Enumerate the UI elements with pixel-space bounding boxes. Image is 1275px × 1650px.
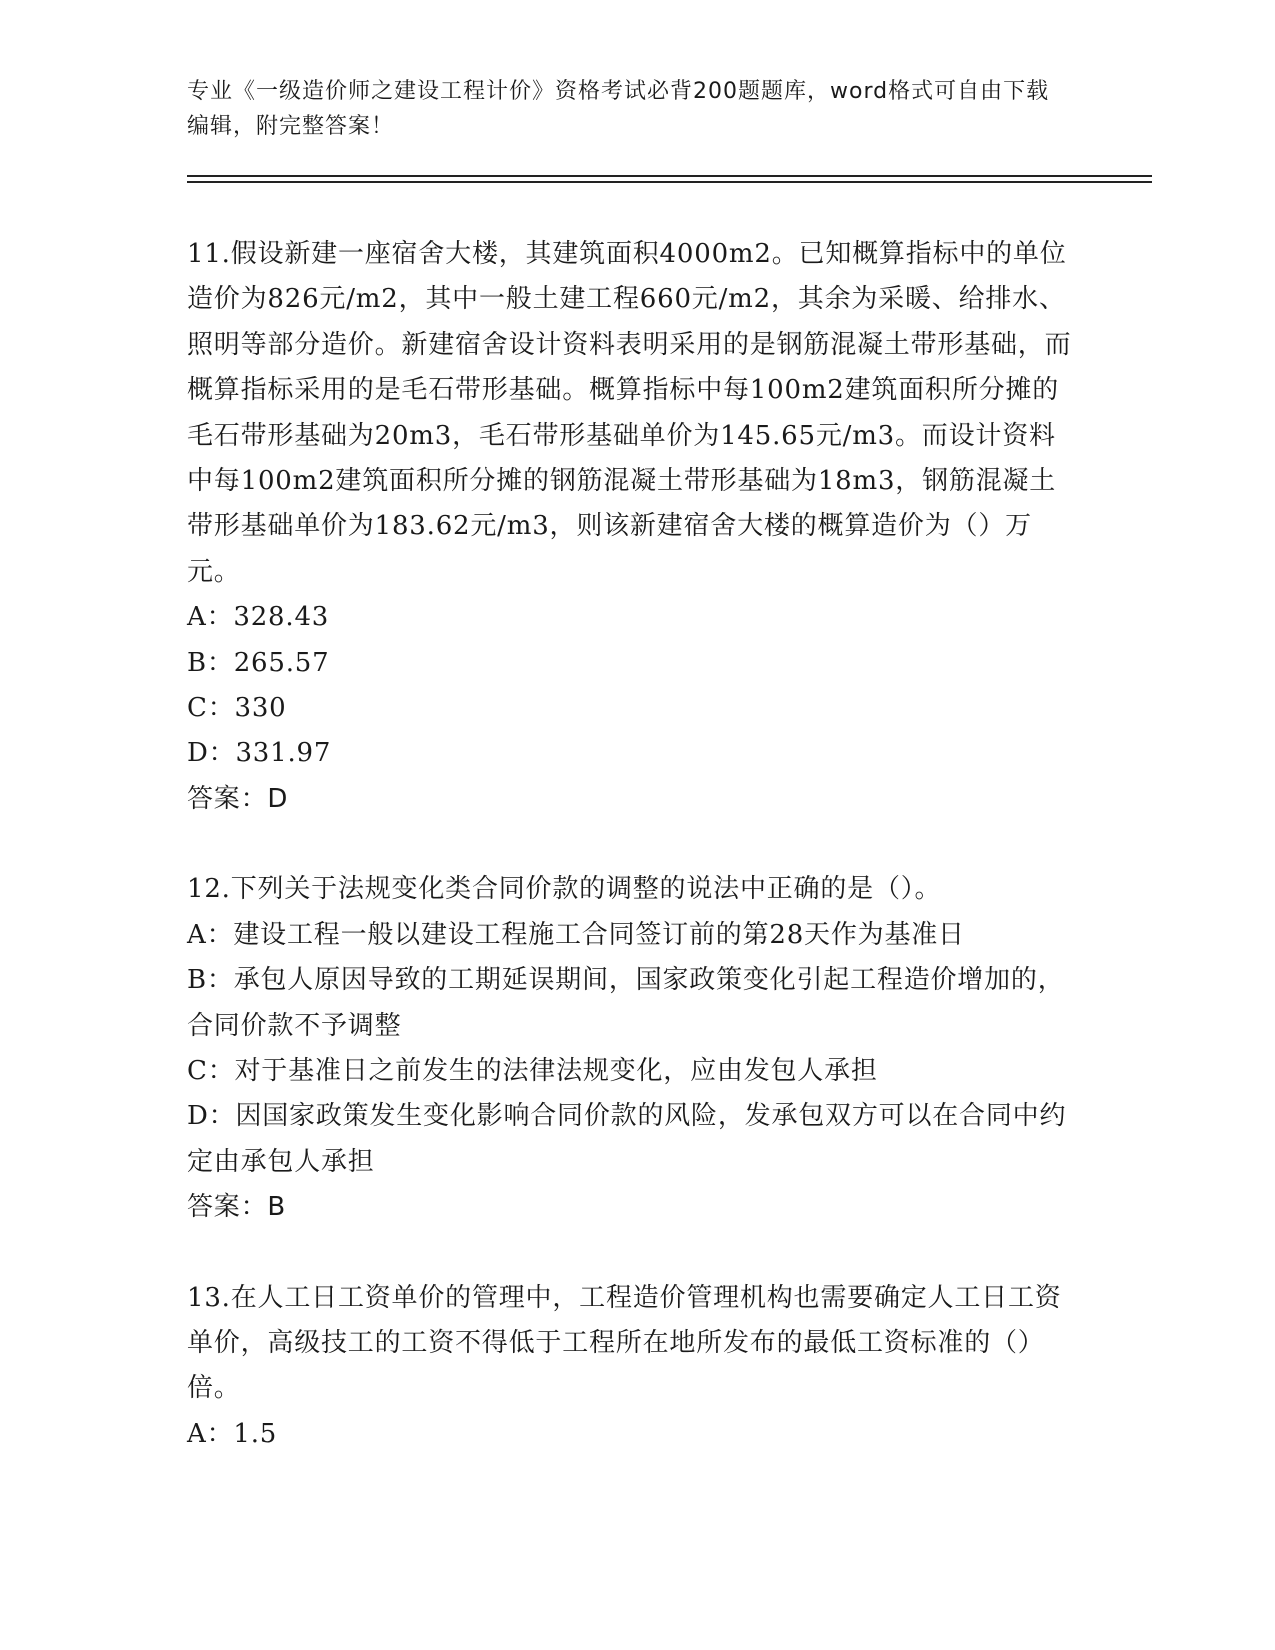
option-d: D：因国家政策发生变化影响合同价款的风险，发承包双方可以在合同中约定由承包人承担 <box>187 1101 1067 1177</box>
header-divider-top <box>187 175 1152 177</box>
question-stem: 12.下列关于法规变化类合同价款的调整的说法中正确的是（）。 <box>187 874 942 905</box>
question-stem: 13.在人工日工资单价的管理中，工程造价管理机构也需要确定人工日工资单价，高级技工的工资不得低于工程所在地所发布的最低工资标准的（）倍。 <box>187 1282 1062 1404</box>
option-d: D：331.97 <box>187 738 332 769</box>
option-a: A：328.43 <box>187 602 330 633</box>
option-a: A：建设工程一般以建设工程施工合同签订前的第28天作为基准日 <box>187 919 965 950</box>
question-11 <box>187 232 1082 822</box>
option-c: C：对于基准日之前发生的法律法规变化，应由发包人承担 <box>187 1055 878 1086</box>
option-b: B：265.57 <box>187 647 330 678</box>
option-c: C：330 <box>187 693 287 724</box>
question-12 <box>187 867 1082 1230</box>
answer-line: 答案：D <box>187 783 289 814</box>
header-divider-bottom <box>187 181 1152 183</box>
question-13 <box>187 1276 1082 1458</box>
question-stem: 11.假设新建一座宿舍大楼，其建筑面积4000m2。已知概算指标中的单位造价为826元/m2，其中一般土建工程660元/m2，其余为采暖、给排水、照明等部分造价。新建宿舍设计资料表明采用的是钢筋混凝土带形基础，而概算指标采用的是毛石带形基础。概算指标中每100m2建筑面积所分摊的毛石带形基础为20m3，毛石带形基础单价为145.65元/m3。而设计资料中每100m2建筑面积所分摊的钢筋混凝土带形基础为18m3，钢筋混凝土带形基础单价为183.62元/m3，则该新建宿舍大楼的概算造价为（）万元。 <box>187 239 1072 587</box>
answer-line: 答案：B <box>187 1192 287 1223</box>
option-a: A：1.5 <box>187 1418 278 1449</box>
document-header: 专业《一级造价师之建设工程计价》资格考试必背200题题库，word格式可自由下载编辑，附完整答案！ <box>187 79 1050 139</box>
question-list <box>187 232 1082 1502</box>
option-b: B：承包人原因导致的工期延误期间，国家政策变化引起工程造价增加的，合同价款不予调整 <box>187 965 1065 1041</box>
